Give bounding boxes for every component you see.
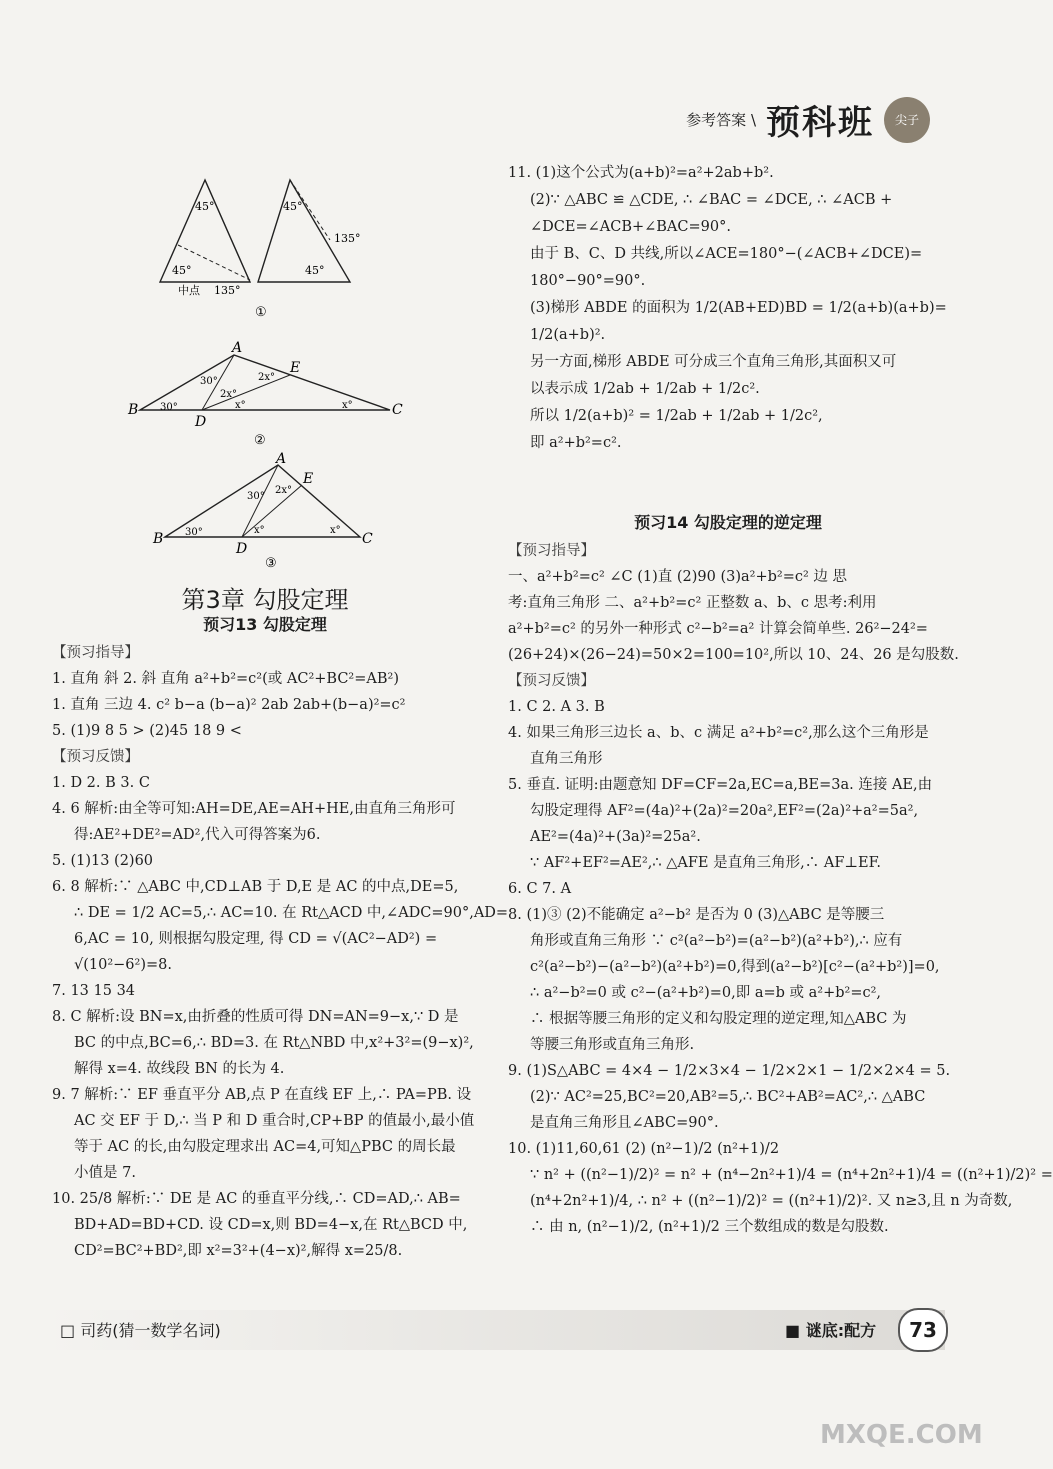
left-line: 1. 直角 三边 4. c² b−a (b−a)² 2ab 2ab+(b−a)²=c² bbox=[52, 697, 406, 713]
right-line: AE²=(4a)²+(3a)²=25a². bbox=[530, 829, 701, 845]
right-line: 5. 垂直. 证明:由题意知 DF=CF=2a,EC=a,BE=3a. 连接 AE,由 bbox=[508, 777, 933, 793]
right-line: 勾股定理得 AF²=(4a)²+(2a)²=20a²,EF²=(2a)²+a²=5a², bbox=[530, 803, 919, 819]
right-line: 8. (1)③ (2)不能确定 a²−b² 是否为 0 (3)△ABC 是等腰三 bbox=[508, 907, 885, 923]
page-header bbox=[686, 95, 930, 144]
figure-2 bbox=[120, 340, 410, 450]
left-line: 得:AE²+DE²=AD²,代入可得答案为6. bbox=[74, 827, 321, 843]
right-line: (2)∵ △ABC ≌ △CDE, ∴ ∠BAC = ∠DCE, ∴ ∠ACB + bbox=[530, 192, 893, 208]
right-line: 10. (1)11,60,61 (2) (n²−1)/2 (n²+1)/2 bbox=[508, 1141, 780, 1157]
left-line: 9. 7 解析:∵ EF 垂直平分 AB,点 P 在直线 EF 上,∴ PA=PB. 设 bbox=[52, 1087, 472, 1103]
fig1-midpoint: 中点 bbox=[178, 284, 200, 297]
left-line: BC 的中点,BC=6,∴ BD=3. 在 Rt△NBD 中,x²+3²=(9−x)², bbox=[74, 1035, 474, 1051]
left-line: 5. (1)13 (2)60 bbox=[52, 853, 154, 869]
right-line: 4. 如果三角形三边长 a、b、c 满足 a²+b²=c²,那么这个三角形是 bbox=[508, 725, 929, 741]
right-line: 由于 B、C、D 共线,所以∠ACE=180°−(∠ACB+∠DCE)= bbox=[530, 246, 923, 262]
right-line: 是直角三角形且∠ABC=90°. bbox=[530, 1115, 719, 1131]
fig3-E: E bbox=[303, 471, 314, 487]
fig3-30a: 30° bbox=[247, 491, 265, 502]
right-line: (3)梯形 ABDE 的面积为 1/2(AB+ED)BD = 1/2(a+b)(a+b)= bbox=[530, 300, 947, 316]
right-line: 9. (1)S△ABC = 4×4 − 1/2×3×4 − 1/2×2×1 − 1/2×2×4 = 5. bbox=[508, 1063, 951, 1079]
left-line: 小值是 7. bbox=[74, 1165, 136, 1181]
fig3-xa: x° bbox=[254, 525, 265, 536]
right-line: 考:直角三角形 二、a²+b²=c² 正整数 a、b、c 思考:利用 bbox=[508, 595, 877, 611]
right-line: 1/2(a+b)². bbox=[530, 327, 606, 343]
fig3-B: B bbox=[153, 531, 164, 547]
left-line: 【预习反馈】 bbox=[52, 749, 139, 765]
fig3-2x: 2x° bbox=[275, 485, 293, 496]
left-line: 1. D 2. B 3. C bbox=[52, 775, 150, 791]
fig2-xa: x° bbox=[235, 400, 246, 411]
right-line: (n⁴+2n²+1)/4, ∴ n² + ((n²−1)/2)² = ((n²+1)/2)². 又 n≥3,且 n 为奇数, bbox=[530, 1193, 1013, 1209]
fig2-30b: 30° bbox=[160, 402, 178, 413]
right-line: 【预习反馈】 bbox=[508, 673, 595, 689]
footer-riddle: □ 司药(猜一数学名词) bbox=[60, 1321, 221, 1340]
right-line: a²+b²=c² 的另外一种形式 c²−b²=a² 计算会简单些. 26²−24²= bbox=[508, 621, 928, 637]
right-line: 等腰三角形或直角三角形. bbox=[530, 1037, 695, 1053]
right-line: (26+24)×(26−24)=50×2=100=10²,所以 10、24、26 是勾股数. bbox=[508, 647, 959, 663]
fig3-C: C bbox=[362, 531, 373, 547]
fig1-angle-bottom: 135° bbox=[214, 284, 241, 297]
fig2-2xb: 2x° bbox=[220, 389, 238, 400]
fig3-label: ③ bbox=[265, 556, 277, 571]
right-line: 即 a²+b²=c². bbox=[530, 435, 622, 451]
header-subtitle: 参考答案 \ bbox=[686, 111, 756, 129]
fig1-label: ① bbox=[255, 305, 267, 320]
right-line: 1. C 2. A 3. B bbox=[508, 699, 605, 715]
fig2-A: A bbox=[232, 340, 243, 356]
left-column bbox=[52, 640, 509, 1264]
right-line: 直角三角形 bbox=[530, 751, 603, 767]
right-line: 一、a²+b²=c² ∠C (1)直 (2)90 (3)a²+b²=c² 边 思 bbox=[508, 569, 848, 585]
fig1-angle-left: 45° bbox=[172, 264, 192, 277]
right-line: 另一方面,梯形 ABDE 可分成三个直角三角形,其面积又可 bbox=[530, 354, 897, 370]
left-line: 6. 8 解析:∵ △ABC 中,CD⊥AB 于 D,E 是 AC 的中点,DE=5, bbox=[52, 879, 459, 895]
left-line: 5. (1)9 8 5 > (2)45 18 9 < bbox=[52, 723, 242, 739]
figure-1 bbox=[150, 170, 370, 325]
header-title: 预科班 bbox=[766, 103, 874, 143]
left-line: 7. 13 15 34 bbox=[52, 983, 136, 999]
right-line: 以表示成 1/2ab + 1/2ab + 1/2c². bbox=[530, 381, 760, 397]
right-line: ∵ n² + ((n²−1)/2)² = n² + (n⁴−2n²+1)/4 = (n⁴+2n²+1)/4 = ((n²+1)/2)² = bbox=[530, 1167, 1053, 1183]
left-line: 6,AC = 10, 则根据勾股定理, 得 CD = √(AC²−AD²) = bbox=[74, 931, 438, 947]
left-line: 等于 AC 的长,由勾股定理求出 AC=4,可知△PBC 的周长最 bbox=[74, 1139, 456, 1155]
right-line: 180°−90°=90°. bbox=[530, 273, 646, 289]
left-line: BD+AD=BD+CD. 设 CD=x,则 BD=4−x,在 Rt△BCD 中, bbox=[74, 1217, 468, 1233]
right-line: ∴ 根据等腰三角形的定义和勾股定理的逆定理,知△ABC 为 bbox=[530, 1011, 907, 1027]
right-line: 【预习指导】 bbox=[508, 543, 595, 559]
left-line: 解得 x=4. 故线段 BN 的长为 4. bbox=[74, 1061, 285, 1077]
left-line: 8. C 解析:设 BN=x,由折叠的性质可得 DN=AN=9−x,∵ D 是 bbox=[52, 1009, 459, 1025]
watermark: MXQE.COM bbox=[820, 1420, 983, 1450]
right-line: ∴ a²−b²=0 或 c²−(a²+b²)=0,即 a=b 或 a²+b²=c², bbox=[530, 985, 882, 1001]
right-line: 角形或直角三角形 ∵ c²(a²−b²)=(a²−b²)(a²+b²),∴ 应有 bbox=[530, 933, 903, 949]
fig2-C: C bbox=[392, 402, 403, 418]
left-line: 4. 6 解析:由全等可知:AH=DE,AE=AH+HE,由直角三角形可 bbox=[52, 801, 456, 817]
right-line: c²(a²−b²)−(a²−b²)(a²+b²)=0,得到(a²−b²)[c²−(a²+b²)]=0, bbox=[530, 959, 940, 975]
left-line: 1. 直角 斜 2. 斜 直角 a²+b²=c²(或 AC²+BC²=AB²) bbox=[52, 671, 399, 687]
fig3-D: D bbox=[236, 541, 248, 557]
fig2-2xa: 2x° bbox=[258, 372, 276, 383]
left-line: 10. 25/8 解析:∵ DE 是 AC 的垂直平分线,∴ CD=AD,∴ AB= bbox=[52, 1191, 461, 1207]
right-column-bottom bbox=[508, 538, 1053, 1240]
page-number: 73 bbox=[898, 1308, 948, 1352]
fig2-label: ② bbox=[254, 433, 266, 448]
right-column-top bbox=[508, 160, 948, 457]
fig2-xb: x° bbox=[342, 400, 353, 411]
right-line: 11. (1)这个公式为(a+b)²=a²+2ab+b². bbox=[508, 165, 774, 181]
chapter-title: 第3章 勾股定理 bbox=[181, 586, 349, 614]
fig1-angle-top: 45° bbox=[195, 200, 215, 213]
right-line: 6. C 7. A bbox=[508, 881, 572, 897]
fig1-angle-left2: 45° bbox=[305, 264, 325, 277]
fig2-B: B bbox=[128, 402, 139, 418]
fig3-A: A bbox=[276, 451, 287, 467]
footer-answer: ■ 谜底:配方 bbox=[785, 1321, 877, 1340]
right-line: (2)∵ AC²=25,BC²=20,AB²=5,∴ BC²+AB²=AC²,∴ △ABC bbox=[530, 1089, 926, 1105]
right-line: 所以 1/2(a+b)² = 1/2ab + 1/2ab + 1/2c², bbox=[530, 408, 823, 424]
right-line: ∵ AF²+EF²=AE²,∴ △AFE 是直角三角形,∴ AF⊥EF. bbox=[530, 855, 882, 871]
fig2-30a: 30° bbox=[200, 376, 218, 387]
left-line: √(10²−6²)=8. bbox=[74, 957, 172, 973]
right-line: ∠DCE=∠ACB+∠BAC=90°. bbox=[530, 219, 731, 235]
right-line: ∴ 由 n, (n²−1)/2, (n²+1)/2 三个数组成的数是勾股数. bbox=[530, 1219, 889, 1235]
fig2-D: D bbox=[195, 414, 207, 430]
header-badge: 尖子 bbox=[884, 97, 930, 143]
section-13-title: 预习13 勾股定理 bbox=[203, 615, 327, 634]
left-line: CD²=BC²+BD²,即 x²=3²+(4−x)²,解得 x=25/8. bbox=[74, 1243, 403, 1259]
left-line: ∴ DE = 1/2 AC=5,∴ AC=10. 在 Rt△ACD 中,∠ADC=90°,AD= bbox=[74, 905, 509, 921]
fig2-E: E bbox=[290, 360, 301, 376]
fig3-xb: x° bbox=[330, 525, 341, 536]
section-14-title: 预习14 勾股定理的逆定理 bbox=[634, 513, 822, 532]
figure-3 bbox=[150, 451, 390, 571]
left-line: 【预习指导】 bbox=[52, 645, 139, 661]
fig1-angle-top2: 45° bbox=[283, 200, 303, 213]
fig3-30b: 30° bbox=[185, 527, 203, 538]
fig1-angle-right2: 135° bbox=[334, 232, 361, 245]
left-line: AC 交 EF 于 D,∴ 当 P 和 D 重合时,CP+BP 的值最小,最小值 bbox=[74, 1113, 475, 1129]
